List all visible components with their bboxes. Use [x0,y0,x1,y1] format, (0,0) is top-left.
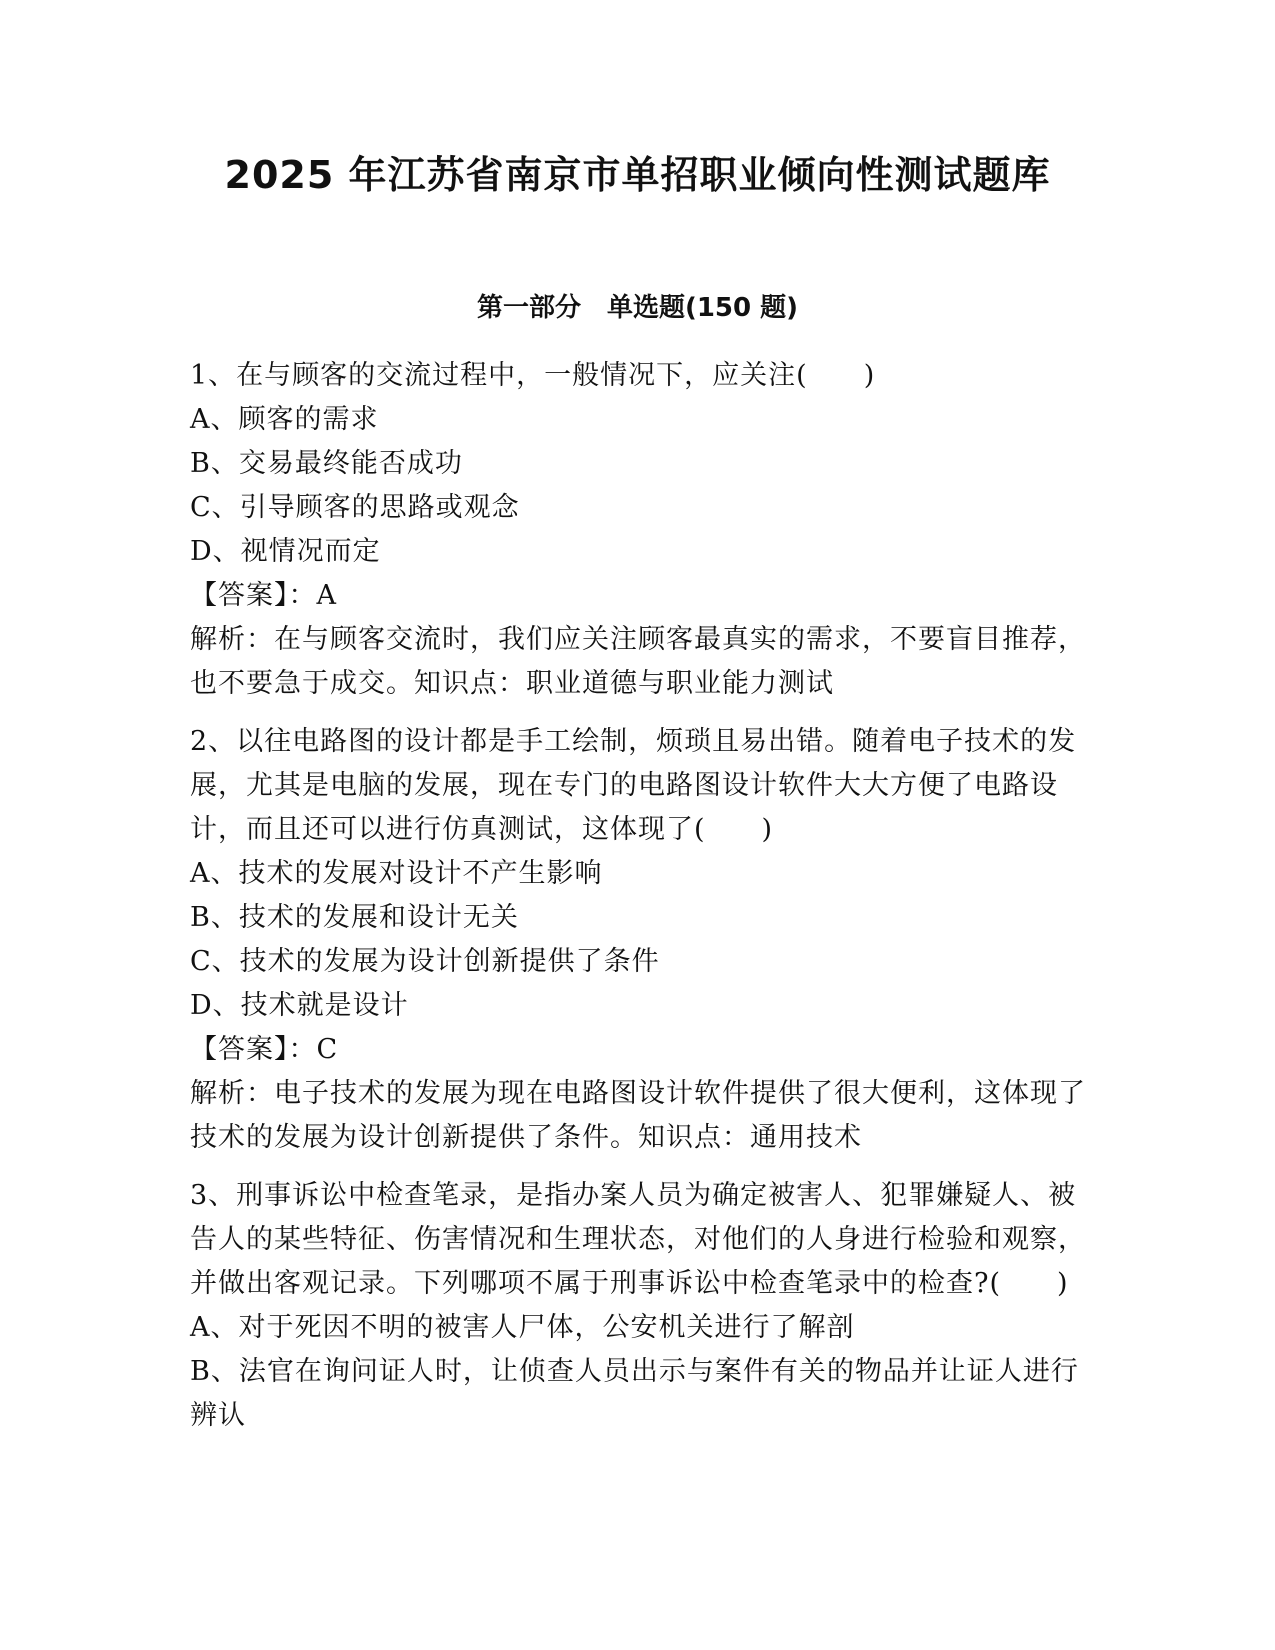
document-title: 2025 年江苏省南京市单招职业倾向性测试题库 [224,153,1051,197]
question-1 [190,354,1090,706]
section-title: 第一部分 单选题(150 题) [476,293,799,323]
answer: 【答案】：A [190,580,337,611]
question-list [190,354,1090,1452]
explanation: 解析：电子技术的发展为现在电路图设计软件提供了很大便利，这体现了技术的发展为设计创新提供了条件。知识点：通用技术 [190,1078,1086,1153]
option-b: B、法官在询问证人时，让侦查人员出示与案件有关的物品并让证人进行辨认 [190,1356,1079,1431]
question-2 [190,720,1090,1160]
option-a: A、对于死因不明的被害人尸体，公安机关进行了解剖 [190,1312,855,1343]
option-a: A、技术的发展对设计不产生影响 [190,858,603,889]
option-d: D、技术就是设计 [190,990,409,1021]
option-b: B、交易最终能否成功 [190,448,463,479]
answer: 【答案】：C [190,1034,339,1065]
option-a: A、顾客的需求 [190,404,379,435]
question-stem: 1、在与顾客的交流过程中，一般情况下，应关注( ) [190,360,876,391]
question-stem: 3、刑事诉讼中检查笔录，是指办案人员为确定被害人、犯罪嫌疑人、被告人的某些特征、伤害情况和生理状态，对他们的人身进行检验和观察，并做出客观记录。下列哪项不属于刑事诉讼中检查笔录中的检查?( ) [190,1180,1086,1299]
option-b: B、技术的发展和设计无关 [190,902,519,933]
question-stem: 2、以往电路图的设计都是手工绘制，烦琐且易出错。随着电子技术的发展，尤其是电脑的发展，现在专门的电路图设计软件大大方便了电路设计，而且还可以进行仿真测试，这体现了( ) [190,726,1077,845]
option-d: D、视情况而定 [190,536,381,567]
explanation: 解析：在与顾客交流时，我们应关注顾客最真实的需求，不要盲目推荐，也不要急于成交。知识点：职业道德与职业能力测试 [190,624,1086,699]
question-3 [190,1174,1090,1438]
option-c: C、引导顾客的思路或观念 [190,492,520,523]
option-c: C、技术的发展为设计创新提供了条件 [190,946,660,977]
